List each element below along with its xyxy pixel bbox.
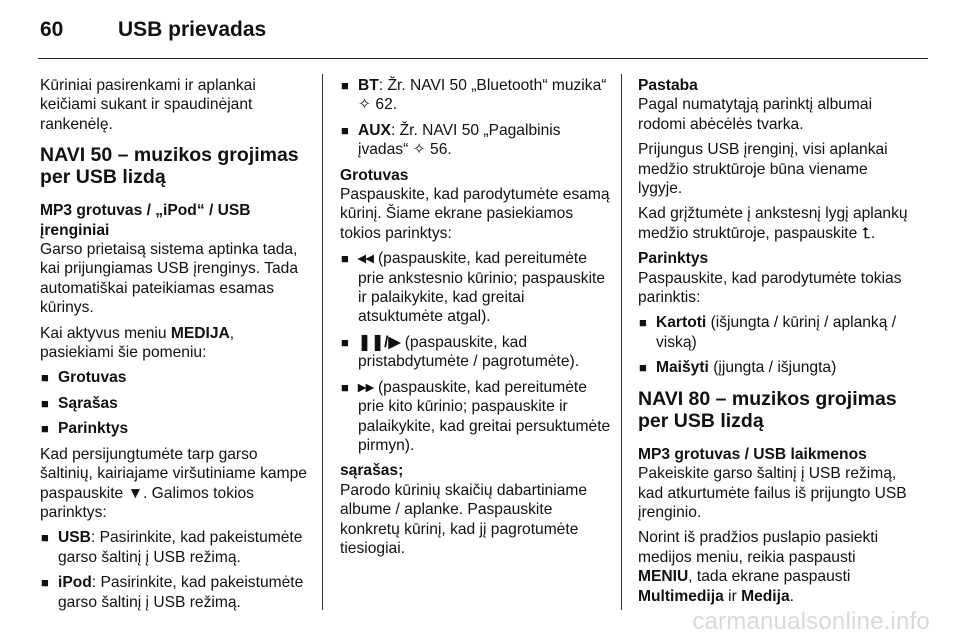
option-name: USB <box>58 529 91 547</box>
submenu-grotuvas: Grotuvas <box>58 369 127 387</box>
column-divider-2 <box>621 74 622 610</box>
list-item <box>40 573 312 612</box>
text: Norint iš pradžios puslapio pasiekti medijos meniu, reikia paspausti <box>638 529 879 566</box>
list-item <box>340 378 612 456</box>
note-heading: Pastaba <box>638 77 698 94</box>
submenu-sarasas: Sąrašas <box>58 394 118 412</box>
option-name: BT <box>358 77 379 94</box>
text: Kad grįžtumėte į ankstesnį lygį aplankų medžio struktūroje, paspauskite <box>638 205 908 242</box>
list-item <box>40 368 312 387</box>
list-item <box>340 333 612 372</box>
option-text: : Žr. NAVI 50 „Pagalbinis įvadas“ <box>358 121 561 159</box>
multimedia-name: Multimedija <box>638 587 724 605</box>
usb-mode-paragraph: Pakeiskite garso šaltinį į USB režimą, kad atkurtumėte failus iš prijungto USB įrenginio. <box>638 465 907 521</box>
media-menu-name: MEDIJA <box>170 324 230 342</box>
text: Kai aktyvus meniu <box>40 324 171 342</box>
player-controls-list <box>340 249 612 455</box>
header-rule <box>38 58 928 59</box>
note-paragraph: Prijungus USB įrenginį, visi aplankai medžio struktūroje būna viename lygyje. <box>638 141 888 198</box>
page-reference-icon: ✧ <box>358 96 372 114</box>
control-text: (paspauskite, kad pristabdytumėte / pagrotumėte). <box>358 333 580 371</box>
column-3 <box>638 76 913 612</box>
previous-track-icon: ◂◂ <box>358 250 374 268</box>
submenu-list <box>40 368 312 438</box>
media-access-paragraph <box>638 528 913 606</box>
option-text: : Žr. NAVI 50 „Bluetooth“ muzika“ <box>378 77 607 94</box>
source-switch-paragraph <box>40 445 312 523</box>
page-title: USB prievadas <box>118 18 267 41</box>
menu-button-name: MENIU <box>638 568 689 586</box>
text: Kad persijungtumėte tarp garso šaltinių, kairiajame viršutiniame kampe paspauskite <box>40 445 307 502</box>
grotuvas-heading: Grotuvas <box>340 166 409 184</box>
page-number: 60 <box>40 18 64 41</box>
text: , tada ekrane paspausti <box>688 568 851 586</box>
page-reference: 62. <box>371 96 398 114</box>
column-2 <box>340 76 612 564</box>
page-reference-icon: ✧ <box>412 141 426 159</box>
column-1 <box>40 76 312 618</box>
option-name: iPod <box>58 574 92 592</box>
page-reference: 56. <box>425 141 452 159</box>
watermark: carmanualsonline.info <box>692 608 930 635</box>
pause-play-icon: ❚❚/▶ <box>358 333 401 351</box>
back-arrow-icon: ⮤ <box>861 224 871 242</box>
sub-heading-mp3-usb: MP3 grotuvas / USB laikmenos <box>638 445 867 463</box>
detection-paragraph: Garso prietaisą sistema aptinka tada, kai prijungiamas USB įrenginys. Tada automatiškai pateikiamas esamas kūrinys. <box>40 241 299 317</box>
next-track-icon: ▸▸ <box>358 378 374 396</box>
note-box <box>638 76 913 198</box>
list-item <box>40 419 312 438</box>
option-text: : Pasirinkite, kad pakeistumėte garso šaltinį į USB režimą. <box>58 529 303 566</box>
note-paragraph: Pagal numatytąją parinktį albumai rodomi abėcėlės tvarka. <box>638 96 873 133</box>
media-menu-paragraph <box>40 324 312 363</box>
option-name: Kartoti <box>656 314 707 332</box>
control-text: (paspauskite, kad pereitumėte prie kito kūrinio; paspauskite ir palaikykite, kad greitai persuktumėte pirmyn). <box>358 378 611 454</box>
grotuvas-paragraph: Paspauskite, kad parodytumėte esamą kūrinį. Šiame ekrane pasiekiamos tokios parinktys: <box>340 186 610 242</box>
sarasas-heading: sąrašas; <box>340 462 404 480</box>
option-name: Maišyti <box>656 359 709 377</box>
list-item <box>340 76 612 115</box>
parinktys-heading: Parinktys <box>638 250 709 268</box>
section-heading-navi50: NAVI 50 – muzikos grojimas per USB lizdą <box>40 144 299 189</box>
intro-paragraph: Kūriniai pasirenkami ir aplankai keičiami sukant ir spaudinėjant rankenėlę. <box>40 77 256 133</box>
back-level-paragraph <box>638 204 913 243</box>
control-text: (paspauskite, kad pereitumėte prie ankstesnio kūrinio; paspauskite ir palaikykite, kad greitai atsuktumėte atgal). <box>358 250 606 326</box>
option-text: (išjungta / kūrinį / aplanką / viską) <box>656 314 897 351</box>
sarasas-paragraph: Parodo kūrinių skaičių dabartiniame albume / aplanke. Paspauskite konkretų kūrinį, kad jį pagrotumėte tiesiogiai. <box>340 481 588 557</box>
option-text: : Pasirinkite, kad pakeistumėte garso šaltinį į USB režimą. <box>58 574 304 611</box>
list-item <box>40 394 312 413</box>
parinktys-paragraph: Paspauskite, kad parodytumėte tokias parinktis: <box>638 269 902 307</box>
media-name: Medija <box>741 587 790 605</box>
section-heading-navi80: NAVI 80 – muzikos grojimas per USB lizdą <box>638 387 897 432</box>
source-option-list <box>40 528 312 612</box>
list-item <box>340 249 612 327</box>
dropdown-arrow-icon: ▼ <box>127 484 143 502</box>
sub-heading-mp3: MP3 grotuvas / „iPod“ / USB įrenginiai <box>40 202 251 239</box>
submenu-parinktys: Parinktys <box>58 420 129 438</box>
text: , pasiekiami šie pomeniu: <box>40 324 235 362</box>
list-item <box>638 358 913 377</box>
list-item <box>40 528 312 567</box>
text: . <box>789 587 794 605</box>
text: ir <box>723 587 742 605</box>
list-item <box>638 313 913 352</box>
text: . Galimos tokios parinktys: <box>40 484 254 521</box>
list-item <box>340 121 612 160</box>
option-name: AUX <box>358 121 391 139</box>
column-divider-1 <box>322 74 323 610</box>
parinktys-list <box>638 313 913 377</box>
option-text: (įjungta / išjungta) <box>708 359 837 377</box>
source-option-list-cont <box>340 76 612 160</box>
text: . <box>870 224 876 242</box>
